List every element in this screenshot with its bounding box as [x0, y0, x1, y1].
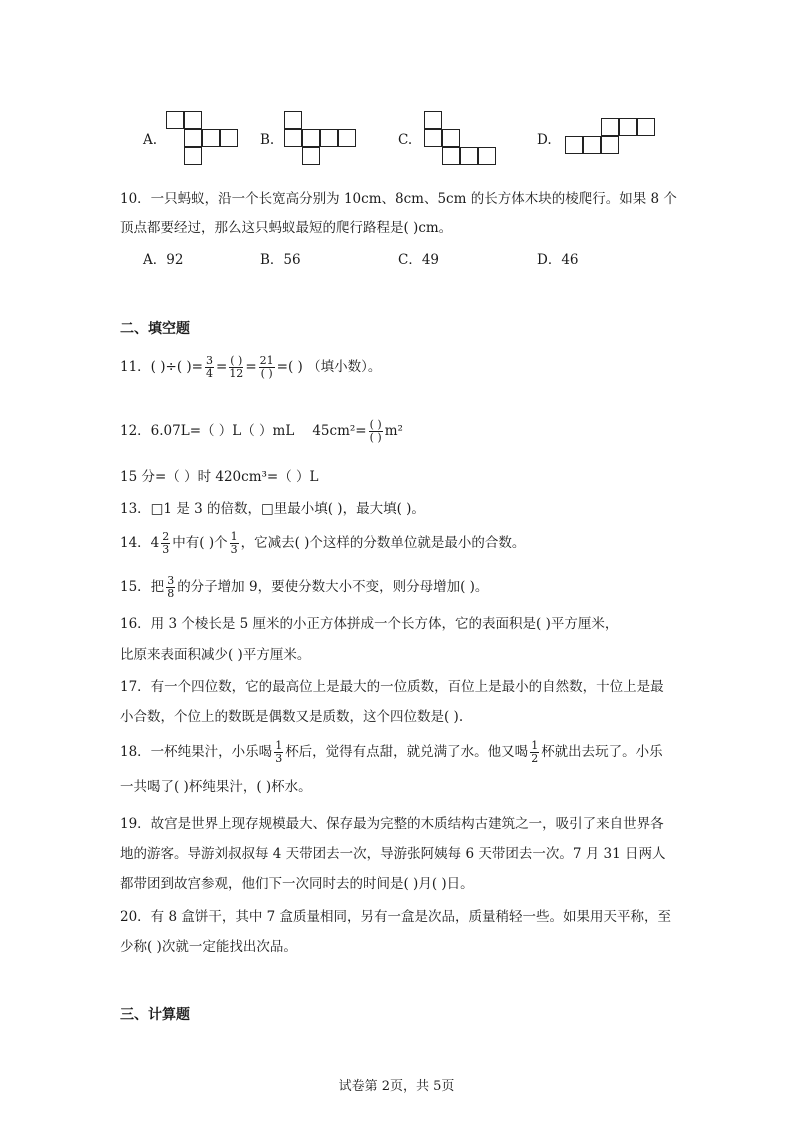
option-c-label: C. [398, 132, 413, 148]
q18-prefix: 18．一杯纯果汁，小乐喝 [120, 744, 273, 760]
option-a-label: A. [143, 132, 158, 148]
q19-line2: 地的游客。导游刘叔叔每 4 天带团去一次，导游张阿姨每 6 天带团去一次。7 月 31 日两人 [120, 846, 666, 862]
q12-part2: 45cm²= [312, 423, 367, 439]
q14-prefix: 14．4 [120, 535, 160, 551]
q20-line2: 少称( )次就一定能找出次品。 [120, 939, 297, 955]
q11-fraction-3: 21 ( ) [259, 353, 274, 380]
question-12 [120, 412, 403, 450]
page-footer: 试卷第 2页，共 5页 [338, 1079, 455, 1094]
q14-mixed-fraction: 2 3 [162, 529, 170, 556]
section-2-title: 二、填空题 [120, 321, 190, 337]
q19-line3: 都带团到故宫参观，他们下一次同时去的时间是( )月( )日。 [120, 876, 474, 892]
q10-line1: 10．一只蚂蚁，沿一个长宽高分别为 10cm、8cm、5cm 的长方体木块的棱爬行。如果 8 个 [120, 191, 677, 207]
question-14 [120, 525, 525, 561]
q14-fraction: 1 3 [230, 529, 238, 556]
q18-line2: 一共喝了( )杯纯果汁，( )杯水。 [120, 779, 312, 795]
q18-suffix: 杯就出去玩了。小乐 [541, 744, 663, 760]
option-b-label: B. [260, 132, 275, 148]
q14-mid: 中有( )个 [172, 535, 228, 551]
section-3-title: 三、计算题 [120, 1007, 190, 1023]
q10-option-d: D．46 [537, 252, 579, 268]
q12-line2: 15 分=（ ）时 420cm³=（ ）L [120, 469, 319, 485]
q18-fraction-1: 1 3 [275, 738, 283, 765]
question-15 [120, 569, 488, 605]
q11-fraction-1: $\frac{3}{4}$ [205, 353, 213, 380]
q15-prefix: 15．把 [120, 579, 165, 595]
q12-fraction: ( ) ( ) [369, 417, 382, 444]
option-d-label: D. [537, 132, 552, 148]
q17-line2: 小合数，个位上的数既是偶数又是质数，这个四位数是( ). [120, 709, 464, 725]
q11-fraction-2: ( ) 12 [229, 353, 244, 380]
q10-line2: 顶点都要经过，那么这只蚂蚁最短的爬行路程是( )cm。 [120, 220, 453, 236]
q16-line2: 比原来表面积减少( )平方厘米。 [120, 647, 311, 663]
q10-option-a: A．92 [143, 252, 184, 268]
q20-line1: 20．有 8 盒饼干，其中 7 盒质量相同，另有一盒是次品，质量稍轻一些。如果用天平称，至 [120, 909, 672, 925]
q18-fraction-2: 1 2 [531, 738, 539, 765]
q12-part1: 12．6.07L=（ ）L（ ）mL [120, 423, 295, 439]
question-11: 11．( )÷( )= $\frac{3}{4}$ = ( ) 12 = 21 ( ) =( ) （填小数）。 [120, 353, 382, 380]
q18-line1 [120, 734, 663, 770]
q15-suffix: 的分子增加 9，要使分数大小不变，则分母增加( )。 [177, 579, 489, 595]
q10-option-b: B．56 [260, 252, 301, 268]
q14-suffix: ，它减去( )个这样的分数单位就是最小的合数。 [240, 535, 526, 551]
question-13: 13．□1 是 3 的倍数，□里最小填( )，最大填( )。 [120, 501, 425, 517]
q11-prefix: 11．( )÷( )= [120, 359, 203, 375]
q15-fraction: 3 8 [167, 573, 175, 600]
q11-suffix: =( ) （填小数）。 [276, 359, 382, 375]
q19-line1: 19．故宫是世界上现存规模最大、保存最为完整的木质结构古建筑之一，吸引了来自世界各 [120, 816, 664, 832]
q18-mid: 杯后，觉得有点甜，就兑满了水。他又喝 [285, 744, 529, 760]
q12-unit: m² [384, 423, 403, 439]
q17-line1: 17．有一个四位数，它的最高位上是最大的一位质数，百位上是最小的自然数，十位上是最 [120, 679, 664, 695]
q10-option-c: C．49 [398, 252, 440, 268]
q16-line1: 16．用 3 个棱长是 5 厘米的小正方体拼成一个长方体，它的表面积是( )平方厘米， [120, 616, 619, 632]
